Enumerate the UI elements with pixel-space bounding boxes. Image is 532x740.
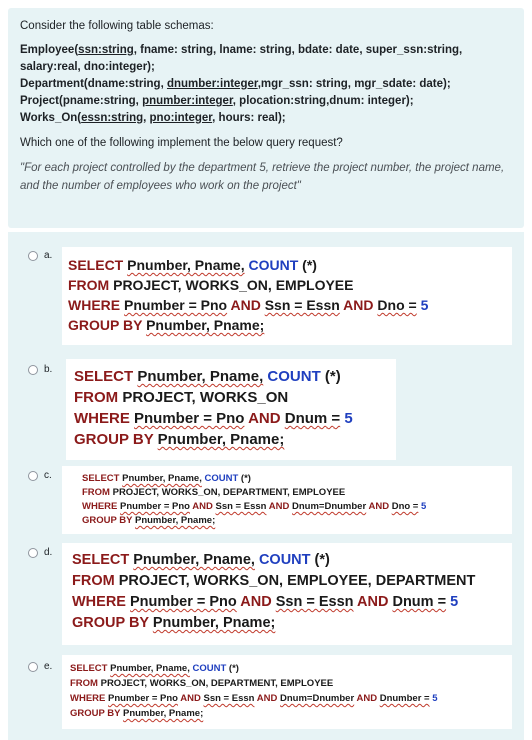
- cond-2: Ssn = Essn: [264, 297, 340, 313]
- kw-and: AND: [357, 594, 389, 610]
- kw-where: WHERE: [82, 501, 118, 512]
- count-arg: (*): [240, 473, 251, 484]
- option-b-code[interactable]: [66, 359, 396, 460]
- value-5: 5: [450, 594, 459, 610]
- option-d-radio[interactable]: [28, 548, 38, 558]
- cond-1: Pnumber = Pno: [130, 594, 237, 610]
- question-text: [8, 8, 524, 228]
- schema-project-pk: pnumber:integer: [142, 95, 233, 107]
- cond-3: Dnum=Dnumber: [280, 693, 355, 704]
- value-5: 5: [344, 410, 353, 427]
- schema-employee-rest1: , fname: string, lname: string, bdate: date, super_ssn:string,: [133, 44, 463, 56]
- group-cols: Pnumber, Pname;: [152, 615, 276, 631]
- schema-works-on-pk2: pno:integer: [149, 112, 213, 124]
- from-tables: PROJECT, WORKS_ON: [122, 389, 289, 406]
- kw-select: SELECT: [72, 552, 130, 568]
- option-a-code[interactable]: [62, 247, 512, 345]
- schema-works-on-sep: ,: [143, 112, 150, 124]
- schema-employee: [20, 42, 514, 59]
- count-fn: COUNT: [192, 663, 227, 674]
- select-cols: Pnumber, Pname,: [133, 552, 255, 568]
- cond-1: Pnumber = Pno: [124, 297, 228, 313]
- option-c-letter: c.: [44, 470, 52, 481]
- option-b-radio[interactable]: [28, 365, 38, 375]
- schema-department-rest: ,mgr_ssn: string, mgr_sdate: date);: [257, 78, 451, 90]
- option-e-radio[interactable]: [28, 662, 38, 672]
- option-c-radio[interactable]: [28, 471, 38, 481]
- schema-works-on-name: Works_On(: [20, 112, 82, 124]
- option-c-code[interactable]: [62, 466, 512, 534]
- kw-group-by: GROUP BY: [70, 708, 121, 719]
- select-cols: Pnumber, Pname,: [127, 257, 245, 273]
- kw-select: SELECT: [82, 473, 120, 484]
- from-tables: PROJECT, WORKS_ON, EMPLOYEE: [113, 277, 354, 293]
- schema-department: [20, 76, 514, 93]
- value-5: 5: [420, 297, 429, 313]
- cond-1: Pnumber = Pno: [134, 410, 245, 427]
- kw-and: AND: [343, 297, 374, 313]
- count-fn: COUNT: [204, 473, 239, 484]
- kw-and: AND: [256, 693, 278, 704]
- option-e-code[interactable]: [62, 655, 512, 729]
- cond-3: Dno =: [377, 297, 417, 313]
- kw-and: AND: [240, 594, 272, 610]
- kw-and: AND: [230, 297, 261, 313]
- schema-employee-cont: salary:real, dno:integer);: [20, 61, 155, 73]
- schema-department-name: Department(dname:string,: [20, 78, 167, 90]
- schema-project-rest: , plocation:string,dnum: integer);: [232, 95, 414, 107]
- option-d-letter: d.: [44, 547, 53, 558]
- cond-4: Dnumber =: [379, 693, 430, 704]
- value-5: 5: [432, 693, 438, 704]
- group-cols: Pnumber, Pname;: [122, 708, 204, 719]
- kw-group-by: GROUP BY: [82, 515, 133, 526]
- question-prompt: Which one of the following implement the below query request?: [20, 137, 343, 149]
- kw-and: AND: [356, 693, 378, 704]
- cond-4: Dno =: [391, 501, 419, 512]
- count-fn: COUNT: [248, 257, 299, 273]
- kw-where: WHERE: [68, 297, 121, 313]
- select-cols: Pnumber, Pname,: [137, 368, 264, 385]
- from-tables: PROJECT, WORKS_ON, EMPLOYEE, DEPARTMENT: [118, 573, 476, 589]
- kw-from: FROM: [74, 389, 119, 406]
- count-fn: COUNT: [267, 368, 321, 385]
- cond-1: Pnumber = Pno: [108, 693, 178, 704]
- schema-department-pk: dnumber:integer: [166, 78, 258, 90]
- cond-2: Ssn = Essn: [275, 594, 354, 610]
- value-5: 5: [421, 501, 427, 512]
- cond-3: Dnum=Dnumber: [292, 501, 367, 512]
- cond-2: Dnum =: [284, 410, 341, 427]
- kw-group-by: GROUP BY: [68, 317, 143, 333]
- group-cols: Pnumber, Pname;: [134, 515, 216, 526]
- option-d-code[interactable]: [62, 543, 512, 645]
- cond-3: Dnum =: [392, 594, 447, 610]
- kw-and: AND: [248, 410, 281, 427]
- kw-where: WHERE: [72, 594, 126, 610]
- cond-1: Pnumber = Pno: [120, 501, 190, 512]
- select-cols: Pnumber, Pname,: [110, 663, 190, 674]
- schema-works-on-pk1: essn:string: [81, 112, 144, 124]
- kw-and: AND: [268, 501, 290, 512]
- kw-where: WHERE: [74, 410, 130, 427]
- schema-project-name: Project(pname:string,: [20, 95, 143, 107]
- question-quote: "For each project controlled by the department 5, retrieve the project number, the project name, and the number of employees who work on the project": [20, 162, 505, 192]
- count-arg: (*): [302, 257, 317, 273]
- cond-2: Ssn = Essn: [215, 501, 267, 512]
- kw-from: FROM: [70, 678, 98, 689]
- kw-select: SELECT: [74, 368, 134, 385]
- kw-select: SELECT: [70, 663, 108, 674]
- kw-group-by: GROUP BY: [72, 615, 149, 631]
- kw-from: FROM: [72, 573, 115, 589]
- schema-employee-name: Employee(: [20, 44, 79, 56]
- kw-and: AND: [192, 501, 213, 512]
- from-tables: PROJECT, WORKS_ON, DEPARTMENT, EMPLOYEE: [112, 487, 346, 498]
- schema-works-on: [20, 110, 514, 127]
- group-cols: Pnumber, Pname;: [157, 431, 285, 448]
- select-cols: Pnumber, Pname,: [122, 473, 202, 484]
- cond-2: Ssn = Essn: [203, 693, 255, 704]
- schema-project: [20, 93, 514, 110]
- schema-works-on-rest: , hours: real);: [212, 112, 286, 124]
- schema-employee-pk: ssn:string: [78, 44, 134, 56]
- kw-and: AND: [180, 693, 201, 704]
- kw-and: AND: [368, 501, 390, 512]
- option-b-letter: b.: [44, 364, 53, 375]
- option-a-letter: a.: [44, 250, 53, 261]
- option-a-radio[interactable]: [28, 251, 38, 261]
- from-tables: PROJECT, WORKS_ON, DEPARTMENT, EMPLOYEE: [100, 678, 334, 689]
- count-arg: (*): [314, 552, 330, 568]
- option-e-letter: e.: [44, 661, 53, 672]
- kw-select: SELECT: [68, 257, 124, 273]
- count-arg: (*): [324, 368, 341, 385]
- kw-where: WHERE: [70, 693, 106, 704]
- kw-group-by: GROUP BY: [74, 431, 154, 448]
- group-cols: Pnumber, Pname;: [146, 317, 265, 333]
- count-fn: COUNT: [258, 552, 311, 568]
- kw-from: FROM: [82, 487, 110, 498]
- kw-from: FROM: [68, 277, 110, 293]
- count-arg: (*): [228, 663, 239, 674]
- question-intro: Consider the following table schemas:: [20, 20, 214, 32]
